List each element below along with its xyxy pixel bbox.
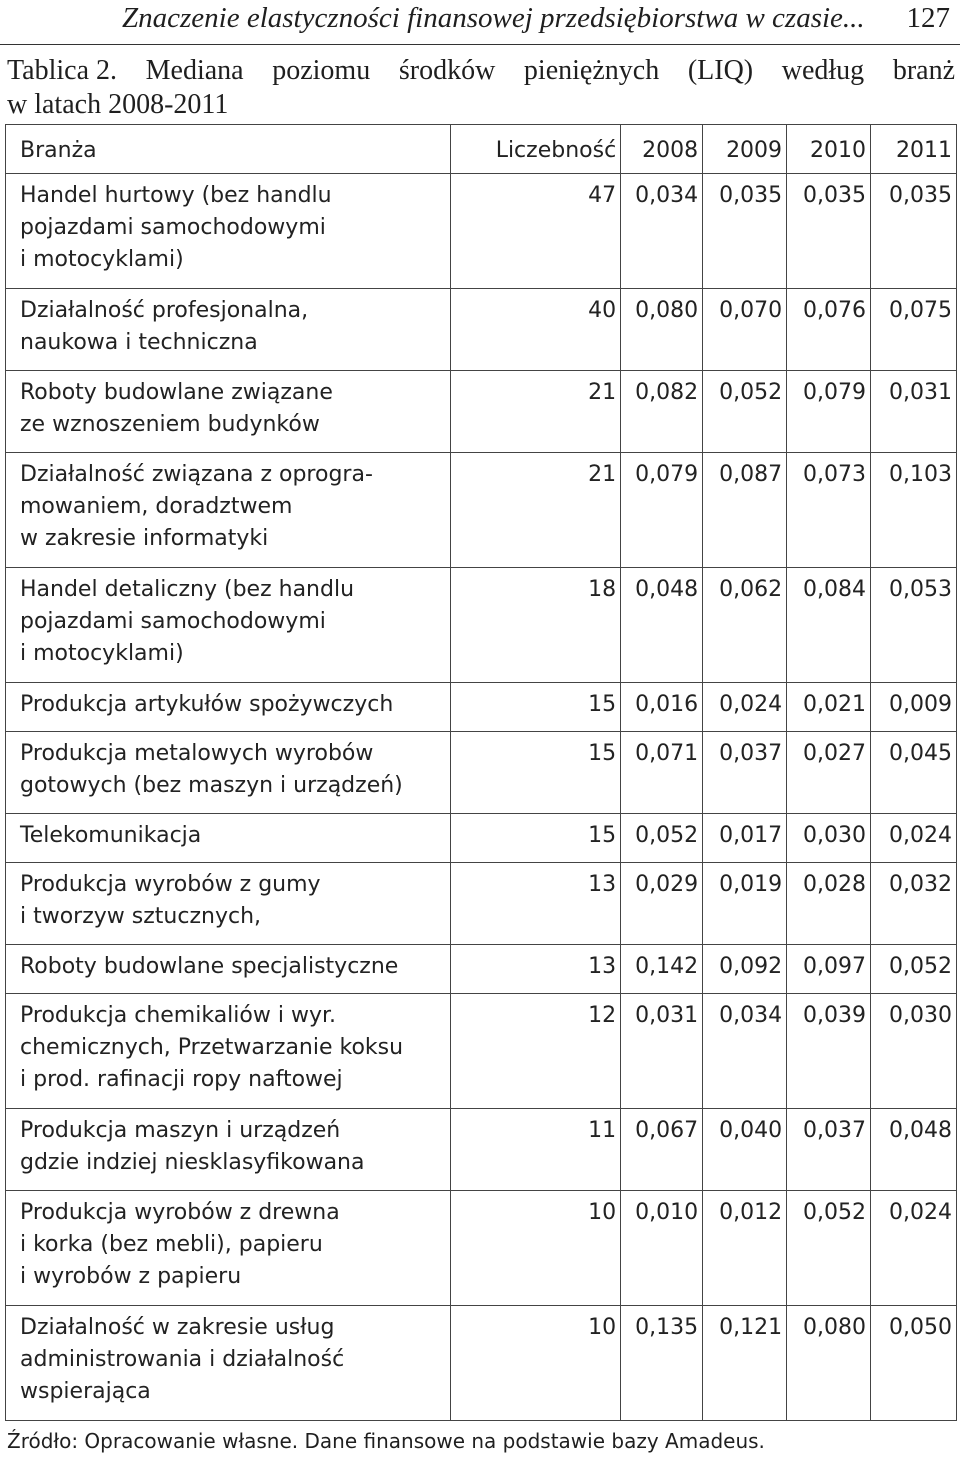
value-2008: 0,031 xyxy=(621,994,703,1109)
value-2011: 0,075 xyxy=(871,289,957,371)
value-2010: 0,035 xyxy=(787,174,871,289)
value-2011: 0,035 xyxy=(871,174,957,289)
value-2008: 0,080 xyxy=(621,289,703,371)
count-cell: 21 xyxy=(451,371,621,453)
table-row xyxy=(6,1306,957,1421)
count-cell: 11 xyxy=(451,1109,621,1191)
count-cell: 18 xyxy=(451,568,621,683)
value-2008: 0,135 xyxy=(621,1306,703,1421)
count-cell: 10 xyxy=(451,1191,621,1306)
count-cell: 15 xyxy=(451,732,621,814)
table-row xyxy=(6,994,957,1109)
value-2008: 0,071 xyxy=(621,732,703,814)
value-2010: 0,079 xyxy=(787,371,871,453)
caption-line-2: w latach 2008-2011 xyxy=(7,89,229,120)
value-2011: 0,030 xyxy=(871,994,957,1109)
value-2010: 0,084 xyxy=(787,568,871,683)
value-2011: 0,103 xyxy=(871,453,957,568)
table-body xyxy=(6,174,957,1421)
value-2010: 0,021 xyxy=(787,683,871,732)
value-2010: 0,037 xyxy=(787,1109,871,1191)
value-2011: 0,024 xyxy=(871,1191,957,1306)
table-row xyxy=(6,814,957,863)
value-2008: 0,016 xyxy=(621,683,703,732)
table-row xyxy=(6,174,957,289)
table-row xyxy=(6,1191,957,1306)
header-liczebnosc: Liczebność xyxy=(451,125,621,174)
value-2010: 0,030 xyxy=(787,814,871,863)
count-cell: 10 xyxy=(451,1306,621,1421)
value-2009: 0,052 xyxy=(703,371,787,453)
value-2011: 0,024 xyxy=(871,814,957,863)
value-2009: 0,087 xyxy=(703,453,787,568)
industry-name: Produkcja chemikaliów i wyr. chemicznych, Przetwarzanie koksu i prod. rafinacji ropy naftowej xyxy=(6,994,451,1109)
header-2009: 2009 xyxy=(703,125,787,174)
caption-word: według xyxy=(781,55,865,86)
source-note: Źródło: Opracowanie własne. Dane finansowe na podstawie bazy Amadeus. xyxy=(7,1429,765,1453)
value-2008: 0,034 xyxy=(621,174,703,289)
caption-word: poziomu xyxy=(272,55,371,86)
value-2008: 0,052 xyxy=(621,814,703,863)
value-2009: 0,019 xyxy=(703,863,787,945)
value-2011: 0,050 xyxy=(871,1306,957,1421)
count-cell: 47 xyxy=(451,174,621,289)
table-row xyxy=(6,945,957,994)
count-cell: 12 xyxy=(451,994,621,1109)
industry-name: Produkcja wyrobów z gumy i tworzyw sztucznych, xyxy=(6,863,451,945)
value-2009: 0,012 xyxy=(703,1191,787,1306)
value-2010: 0,027 xyxy=(787,732,871,814)
value-2009: 0,070 xyxy=(703,289,787,371)
value-2011: 0,045 xyxy=(871,732,957,814)
caption-line-1 xyxy=(7,54,955,88)
value-2010: 0,052 xyxy=(787,1191,871,1306)
header-branza: Branża xyxy=(6,125,451,174)
count-cell: 15 xyxy=(451,683,621,732)
industry-name: Produkcja artykułów spożywczych xyxy=(6,683,451,732)
value-2011: 0,009 xyxy=(871,683,957,732)
header-rule xyxy=(0,44,960,45)
count-cell: 15 xyxy=(451,814,621,863)
value-2010: 0,039 xyxy=(787,994,871,1109)
value-2008: 0,029 xyxy=(621,863,703,945)
caption-word: Mediana xyxy=(145,55,244,86)
value-2011: 0,048 xyxy=(871,1109,957,1191)
table-row xyxy=(6,863,957,945)
value-2009: 0,121 xyxy=(703,1306,787,1421)
header-2010: 2010 xyxy=(787,125,871,174)
industry-name: Działalność związana z oprogra- mowaniem, doradztwem w zakresie informatyki xyxy=(6,453,451,568)
running-title: Znaczenie elastyczności finansowej przedsiębiorstwa w czasie... xyxy=(122,2,865,34)
value-2008: 0,067 xyxy=(621,1109,703,1191)
industry-name: Działalność profesjonalna, naukowa i techniczna xyxy=(6,289,451,371)
table-row xyxy=(6,289,957,371)
industry-name: Roboty budowlane związane ze wznoszeniem budynków xyxy=(6,371,451,453)
value-2011: 0,052 xyxy=(871,945,957,994)
table-row xyxy=(6,683,957,732)
caption-word: Tablica 2. xyxy=(7,55,117,86)
table-row xyxy=(6,732,957,814)
value-2009: 0,034 xyxy=(703,994,787,1109)
table-row xyxy=(6,568,957,683)
industry-name: Produkcja wyrobów z drewna i korka (bez mebli), papieru i wyrobów z papieru xyxy=(6,1191,451,1306)
value-2008: 0,142 xyxy=(621,945,703,994)
value-2009: 0,024 xyxy=(703,683,787,732)
caption-word: branż xyxy=(892,55,955,86)
value-2009: 0,035 xyxy=(703,174,787,289)
industry-name: Produkcja maszyn i urządzeń gdzie indziej niesklasyfikowana xyxy=(6,1109,451,1191)
value-2009: 0,040 xyxy=(703,1109,787,1191)
page-number: 127 xyxy=(906,2,950,34)
value-2009: 0,037 xyxy=(703,732,787,814)
value-2008: 0,048 xyxy=(621,568,703,683)
industry-name: Handel detaliczny (bez handlu pojazdami samochodowymi i motocyklami) xyxy=(6,568,451,683)
value-2008: 0,079 xyxy=(621,453,703,568)
value-2011: 0,032 xyxy=(871,863,957,945)
count-cell: 40 xyxy=(451,289,621,371)
table-row xyxy=(6,453,957,568)
caption-word: (LIQ) xyxy=(687,55,754,86)
header-2008: 2008 xyxy=(621,125,703,174)
value-2010: 0,080 xyxy=(787,1306,871,1421)
table-row xyxy=(6,1109,957,1191)
value-2010: 0,028 xyxy=(787,863,871,945)
table-row xyxy=(6,371,957,453)
value-2010: 0,073 xyxy=(787,453,871,568)
header-2011: 2011 xyxy=(871,125,957,174)
industry-name: Roboty budowlane specjalistyczne xyxy=(6,945,451,994)
value-2009: 0,017 xyxy=(703,814,787,863)
caption-word: środków xyxy=(398,55,496,86)
value-2010: 0,097 xyxy=(787,945,871,994)
value-2009: 0,092 xyxy=(703,945,787,994)
count-cell: 13 xyxy=(451,945,621,994)
table-caption xyxy=(7,54,955,122)
value-2008: 0,010 xyxy=(621,1191,703,1306)
value-2010: 0,076 xyxy=(787,289,871,371)
value-2008: 0,082 xyxy=(621,371,703,453)
running-header xyxy=(0,0,960,42)
count-cell: 13 xyxy=(451,863,621,945)
industry-name: Produkcja metalowych wyrobów gotowych (bez maszyn i urządzeń) xyxy=(6,732,451,814)
industry-name: Działalność w zakresie usług administrowania i działalność wspierająca xyxy=(6,1306,451,1421)
table-header-row xyxy=(6,125,957,174)
caption-word: pieniężnych xyxy=(523,55,660,86)
value-2011: 0,031 xyxy=(871,371,957,453)
count-cell: 21 xyxy=(451,453,621,568)
value-2011: 0,053 xyxy=(871,568,957,683)
value-2009: 0,062 xyxy=(703,568,787,683)
industry-name: Telekomunikacja xyxy=(6,814,451,863)
industry-name: Handel hurtowy (bez handlu pojazdami samochodowymi i motocyklami) xyxy=(6,174,451,289)
data-table xyxy=(5,124,957,1421)
